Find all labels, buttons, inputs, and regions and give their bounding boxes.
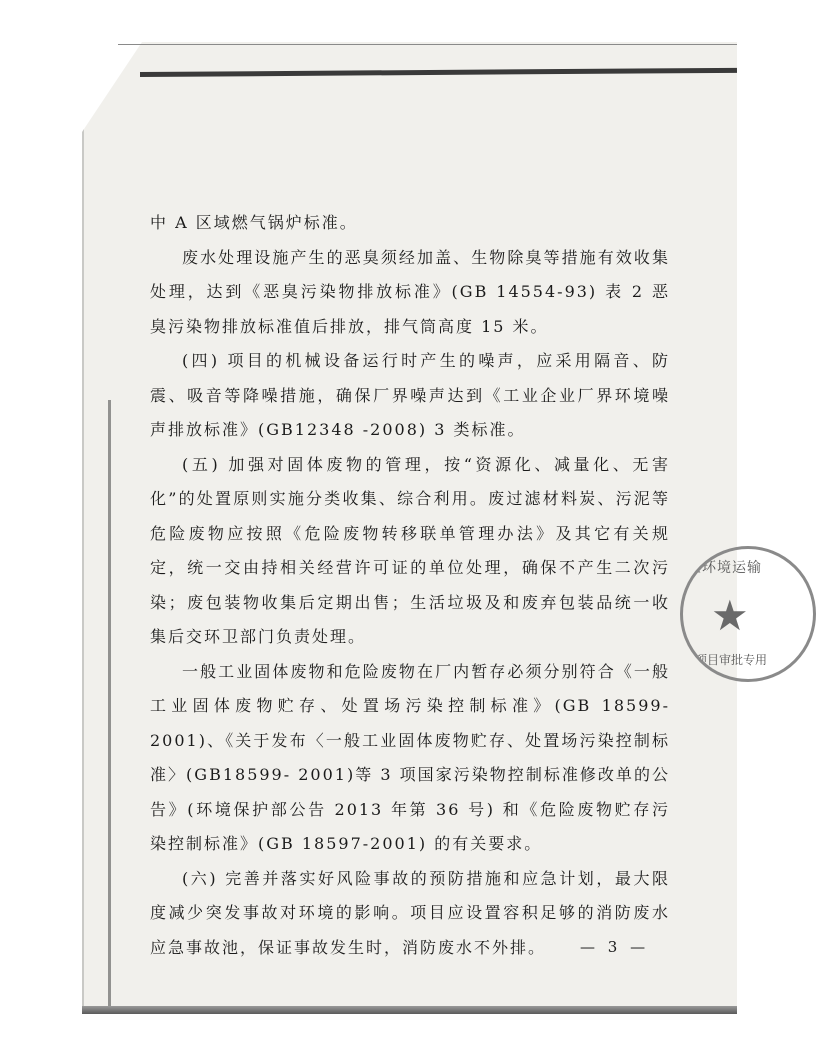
top-edge-line (118, 44, 737, 45)
folded-corner (82, 42, 142, 132)
paragraph: 废水处理设施产生的恶臭须经加盖、生物除臭等措施有效收集处理，达到《恶臭污染物排放标准》(GB 14554-93) 表 2 恶臭污染物排放标准值后排放，排气筒高度 15 米。 (150, 247, 670, 336)
paragraph: (五) 加强对固体废物的管理，按“资源化、减量化、无害化”的处置原则实施分类收集、综合利用。废过滤材料炭、污泥等危险废物应按照《危险废物转移联单管理办法》及其它有关规定，统一交由持相关经营许可证的单位处理，确保不产生二次污染；废包装物收集后定期出售；生活垃圾及和废弃包装品统一收集后交环卫部门负责处理。 (150, 454, 670, 646)
seal-bottom-text: 设项目审批专用 (683, 653, 768, 667)
paragraph: (四) 项目的机械设备运行时产生的噪声，应采用隔音、防震、吸音等降噪措施，确保厂界噪声达到《工业企业厂界环境噪声排放标准》(GB12348 -2008) 3 类标准。 (150, 351, 670, 439)
page-number: — 3 — (580, 938, 650, 956)
paragraph: 中 A 区域燃气锅炉标准。 (150, 213, 358, 232)
binding-edge (108, 400, 111, 1010)
document-body (150, 206, 670, 965)
bottom-edge (82, 1006, 737, 1014)
star-icon: ★ (711, 591, 749, 640)
paragraph: (六) 完善并落实好风险事故的预防措施和应急计划，最大限度减少突发事故对环境的影响。项目应设置容积足够的消防废水应急事故池，保证事故发生时，消防废水不外排。 (150, 868, 670, 957)
paragraph: 一般工业固体废物和危险废物在厂内暂存必须分别符合《一般工业固体废物贮存、处置场污染控制标准》(GB 18599-2001)、《关于发布〈一般工业固体废物贮存、处置场污染控制标准〉(GB18599- 2001)等 3 项国家污染物控制标准修改单的公告》(环境保护部公告 2013 年第 36 号) 和《危险废物贮存污染控制标准》(GB 18597-2001) 的有关要求。 (150, 661, 670, 853)
official-seal (680, 546, 816, 682)
seal-top-text: 区环境运输 (687, 560, 762, 576)
